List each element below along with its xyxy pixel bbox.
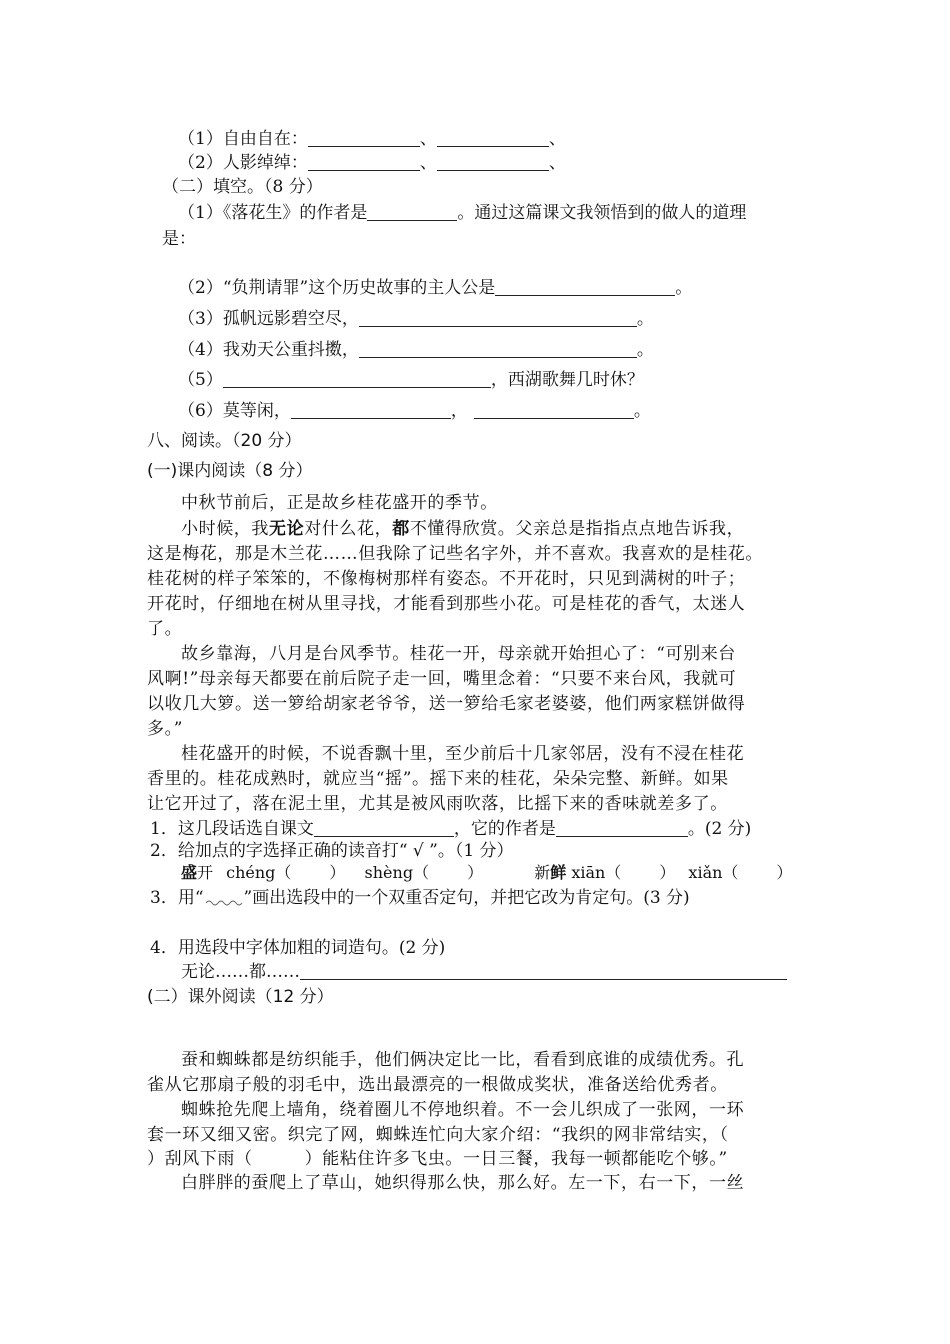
answer-blank[interactable] xyxy=(223,369,491,388)
text: 不懂得欣赏。父亲总是指指点点地告诉我， xyxy=(409,519,745,539)
fill-q5-end: ，西湖歌舞几时休？ xyxy=(490,370,644,390)
extra-p2-l2: 套一环又细又密。织完了网，蜘蛛连忙向大家介绍：“我织的网非常结实，（ xyxy=(147,1125,729,1145)
separator: 、 xyxy=(548,129,566,149)
extra-p2-l1: 蜘蛛抢先爬上墙角，绕着圈儿不停地织着。不一会儿织成了一张网，一环 xyxy=(181,1100,745,1120)
answer-blank[interactable] xyxy=(367,202,457,221)
text: 。(2 分) xyxy=(687,819,752,839)
fill-q6 xyxy=(178,400,651,422)
dotted-char-sheng: 盛 xyxy=(181,863,198,882)
separator: 、 xyxy=(419,129,437,149)
vocab-item-2 xyxy=(178,152,566,174)
passage-p3-l1: 故乡靠海，八月是台风季节。桂花一开，母亲就开始担心了：“可别来台 xyxy=(181,644,736,664)
separator: 、 xyxy=(419,153,437,173)
passage-p4-l1: 桂花盛开的时候，不说香飘十里，至少前后十几家邻居，没有不浸在桂花 xyxy=(181,744,745,764)
passage-p2-l5: 了。 xyxy=(147,619,183,639)
reading-sub2: (二）课外阅读（12 分） xyxy=(147,987,334,1007)
bold-word-dou: 都 xyxy=(392,519,410,539)
reading-q4: 4．用选段中字体加粗的词造句。(2 分) xyxy=(150,938,446,958)
text: ） xyxy=(329,863,346,882)
reading-sub1: (一)课内阅读（8 分） xyxy=(147,461,313,481)
pinyin-xian1: xiān（ xyxy=(571,863,622,882)
fill-q4-end: 。 xyxy=(636,340,654,360)
answer-blank[interactable] xyxy=(359,339,637,358)
text: ） xyxy=(776,863,793,882)
passage-p2-l1 xyxy=(181,518,744,540)
text: ）刮风下雨（ xyxy=(147,1149,253,1169)
fill-q1-cont: 是： xyxy=(162,229,196,249)
passage-p3-l3: 以收几大箩。送一箩给胡家老爷爷，送一箩给毛家老婆婆，他们两家糕饼做得 xyxy=(147,694,746,714)
answer-blank[interactable] xyxy=(437,152,549,171)
text: ） xyxy=(659,863,676,882)
fill-q1-text: （1）《落花生》的作者是 xyxy=(178,203,368,223)
answer-blank[interactable] xyxy=(314,818,454,837)
reading-q3 xyxy=(150,887,690,909)
text: 3．用“ xyxy=(150,888,204,908)
answer-blank[interactable] xyxy=(308,128,420,147)
reading-q1 xyxy=(150,818,751,840)
text: 开 xyxy=(197,863,214,882)
extra-p2-l3 xyxy=(147,1148,728,1170)
answer-blank[interactable] xyxy=(308,152,420,171)
dotted-char-xian: 鲜 xyxy=(550,863,567,882)
fill-heading: （二）填空。（8 分） xyxy=(162,177,323,197)
extra-p1-l2: 雀从它那扇子般的羽毛中，选出最漂亮的一根做成奖状，准备送给优秀者。 xyxy=(147,1075,728,1095)
answer-blank[interactable] xyxy=(359,308,637,327)
passage-p2-l2: 这是梅花，那是木兰花……但我除了记些名字外，并不喜欢。我喜欢的是桂花。 xyxy=(147,544,763,564)
passage-p3-l4: 多。” xyxy=(147,719,183,739)
text: 对什么花， xyxy=(304,519,393,539)
passage-p1: 中秋节前后，正是故乡桂花盛开的季节。 xyxy=(181,493,498,513)
text: 新 xyxy=(534,863,551,882)
fill-q6-text: （6）莫等闲， xyxy=(178,401,291,421)
separator: 、 xyxy=(548,153,566,173)
pinyin-sheng: shèng（ xyxy=(364,863,430,882)
fill-q1 xyxy=(178,202,746,224)
bold-word-wulun: 无论 xyxy=(269,519,305,539)
extra-p1-l1: 蚕和蜘蛛都是纺织能手，他们俩决定比一比，看看到底谁的成绩优秀。孔 xyxy=(181,1050,745,1070)
fill-q6-sep: ， xyxy=(450,401,468,421)
text: 小时候，我 xyxy=(181,519,269,539)
passage-p4-l2: 香里的。桂花成熟时，就应当“摇”。摇下来的桂花，朵朵完整、新鲜。如果 xyxy=(147,769,729,789)
fill-q5 xyxy=(178,369,644,391)
pinyin-xian2: xiǎn（ xyxy=(688,863,739,882)
pinyin-cheng: chéng（ xyxy=(226,863,292,882)
fill-q5-text: （5） xyxy=(178,370,223,390)
passage-p3-l2: 风啊!”母亲每天都要在前后院子走一回，嘴里念着：“只要不来台风，我就可 xyxy=(147,669,737,689)
passage-p2-l4: 开花时，仔细地在树从里寻找，才能看到那些小花。可是桂花的香气，太迷人 xyxy=(147,594,746,614)
text: ） xyxy=(467,863,484,882)
wavy-underline-icon xyxy=(204,897,244,907)
passage-p2-l3: 桂花树的样子笨笨的，不像梅树那样有姿态。不开花时，只见到满树的叶子； xyxy=(147,569,746,589)
answer-blank[interactable] xyxy=(437,128,549,147)
text: 1．这几段话选自课文 xyxy=(150,819,314,839)
passage-p4-l3: 让它开过了，落在泥土里，尤其是被风雨吹落，比摇下来的香味就差多了。 xyxy=(147,794,728,814)
vocab-item-1-label: （1）自由自在： xyxy=(178,129,308,149)
fill-q3 xyxy=(178,308,654,330)
fill-q3-text: （3）孤帆远影碧空尽， xyxy=(178,309,359,329)
fill-q2-text: （2）“负荆请罪”这个历史故事的主人公是 xyxy=(178,278,496,298)
answer-blank[interactable] xyxy=(495,277,675,296)
text: ”画出选段中的一个双重否定句，并把它改为肯定句。(3 分) xyxy=(243,888,690,908)
vocab-item-1 xyxy=(178,128,566,150)
vocab-item-2-label: （2）人影绰绰： xyxy=(178,153,308,173)
fill-q4 xyxy=(178,339,654,361)
answer-blank[interactable] xyxy=(291,400,451,419)
answer-blank[interactable] xyxy=(556,818,688,837)
fill-q6-end: 。 xyxy=(633,401,651,421)
fill-q2 xyxy=(178,277,692,299)
text: 无论……都…… xyxy=(181,962,300,982)
reading-heading: 八、阅读。（20 分） xyxy=(147,431,302,451)
reading-q2-options xyxy=(181,862,792,884)
reading-q4-sentence xyxy=(181,961,787,983)
fill-q1-text-2: 。通过这篇课文我领悟到的做人的道理 xyxy=(457,203,747,223)
answer-blank[interactable] xyxy=(474,400,634,419)
fill-q3-end: 。 xyxy=(636,309,654,329)
fill-q4-text: （4）我劝天公重抖擞， xyxy=(178,340,359,360)
text: ）能粘住许多飞虫。一日三餐，我每一顿都能吃个够。” xyxy=(304,1149,728,1169)
text: ，它的作者是 xyxy=(453,819,556,839)
extra-p3-l1: 白胖胖的蚕爬上了草山，她织得那么快，那么好。左一下，右一下，一丝 xyxy=(181,1173,745,1193)
fill-q2-end: 。 xyxy=(675,278,693,298)
answer-blank[interactable] xyxy=(300,961,787,980)
reading-q2: 2．给加点的字选择正确的读音打“ √ ”。（1 分） xyxy=(150,841,514,861)
